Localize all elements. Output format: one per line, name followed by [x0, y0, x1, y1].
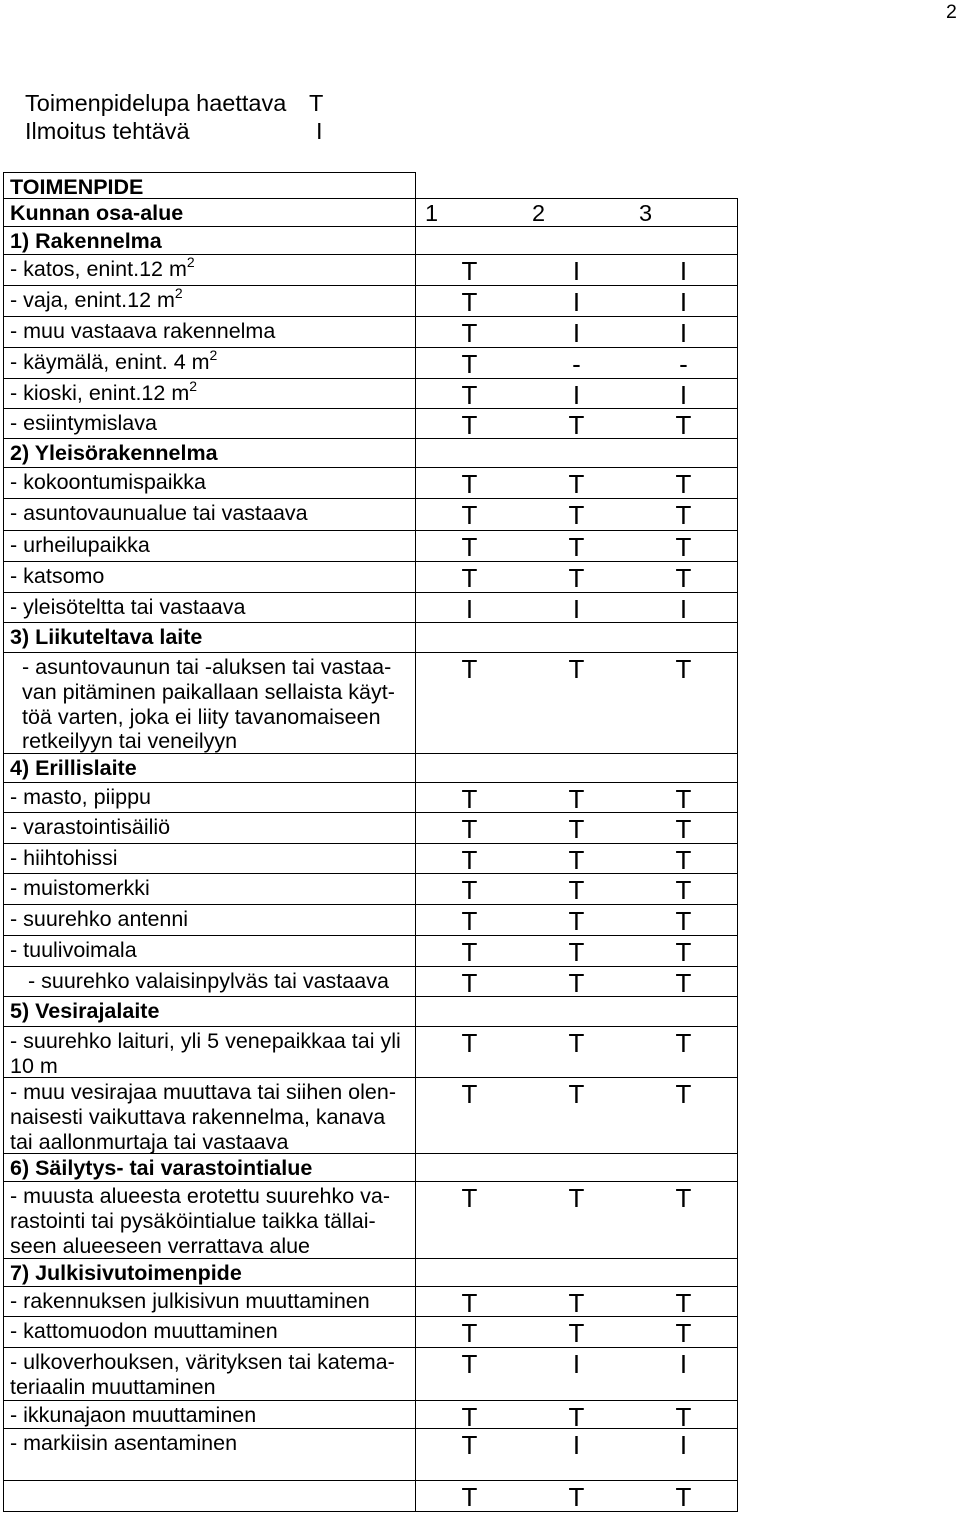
action-cell — [3, 226, 416, 254]
actions-table — [3, 172, 738, 1513]
action-label-line — [10, 1431, 415, 1456]
zone-values-cell — [416, 652, 738, 753]
zone-value: T — [675, 1028, 692, 1058]
zone-value: T — [675, 968, 692, 998]
zone-column-header: 3 — [639, 200, 653, 226]
zone-value: T — [568, 937, 585, 967]
table-row — [3, 347, 738, 378]
action-label-line — [10, 285, 415, 313]
action-label-line — [10, 1029, 415, 1054]
zone-values-cell — [416, 561, 738, 592]
table-row — [3, 966, 738, 996]
action-label: - ulkoverhouksen, värityksen tai katema- — [10, 1350, 395, 1374]
zone-value: T — [675, 532, 692, 562]
action-label: - muistomerkki — [10, 876, 150, 900]
table-row — [3, 1400, 738, 1432]
zone-value: T — [461, 256, 478, 286]
zone-value: T — [568, 500, 585, 530]
zone-value: I — [679, 318, 688, 348]
zone-value: T — [675, 410, 692, 440]
zone-value: T — [461, 1288, 478, 1318]
zone-value: I — [679, 380, 688, 410]
zone-value: T — [461, 1028, 478, 1058]
zone-value: T — [675, 654, 692, 684]
area-unit-superscript: 2 — [209, 347, 218, 363]
legend-text: Ilmoitus tehtävä — [25, 118, 190, 144]
zone-value: T — [675, 875, 692, 905]
table-row — [3, 1181, 738, 1258]
action-label: - urheilupaikka — [10, 533, 150, 557]
zone-value: T — [461, 845, 478, 875]
action-label: - muu vesirajaa muuttava tai siihen olen- — [10, 1080, 396, 1104]
action-label: - asuntovaunualue tai vastaava — [10, 501, 308, 525]
zone-value: I — [572, 256, 581, 286]
zone-values-cell — [416, 1026, 738, 1077]
zone-value: T — [461, 1482, 478, 1512]
action-label-line — [22, 655, 415, 680]
action-cell — [3, 996, 416, 1026]
table-title-row — [3, 172, 738, 198]
zone-values-cell — [416, 1347, 738, 1400]
table-row — [3, 1316, 738, 1347]
zone-values-cell — [416, 467, 738, 498]
table-row — [3, 935, 738, 966]
action-label-line — [10, 441, 415, 466]
zone-value: I — [572, 318, 581, 348]
zone-value: I — [679, 287, 688, 317]
action-label: - hiihtohissi — [10, 846, 118, 870]
zone-values-cell — [416, 592, 738, 622]
action-label-line — [10, 1156, 415, 1181]
action-cell — [3, 1347, 416, 1400]
zone-value: I — [572, 1430, 581, 1460]
zone-value: T — [461, 469, 478, 499]
action-label: - vaja, enint.12 m — [10, 288, 175, 312]
zone-values-cell — [416, 782, 738, 812]
table-title: TOIMENPIDE — [10, 175, 144, 199]
section-heading: 4) Erillislaite — [10, 756, 137, 780]
action-label-line — [10, 533, 415, 558]
action-cell — [3, 1258, 416, 1286]
action-cell — [3, 904, 416, 935]
action-cell — [3, 592, 416, 622]
action-label-line — [10, 756, 415, 781]
zone-value: T — [675, 1318, 692, 1348]
action-label: rastointi tai pysäköintialue taikka tällai- — [10, 1208, 376, 1233]
legend-text: Toimenpidelupa haettava — [25, 90, 287, 116]
zone-value: T — [461, 1402, 478, 1432]
table-row — [3, 467, 738, 498]
zone-values-cell — [416, 1480, 738, 1512]
action-cell — [3, 873, 416, 904]
zone-value: I — [572, 287, 581, 317]
action-label: - katos, enint.12 m — [10, 257, 187, 281]
action-label: - markiisin asentaminen — [10, 1431, 238, 1455]
zone-value: T — [568, 906, 585, 936]
action-label-line — [10, 201, 415, 226]
zone-value: T — [461, 563, 478, 593]
zone-value: T — [568, 814, 585, 844]
zone-value: I — [465, 594, 474, 624]
zone-values-cell — [416, 1286, 738, 1316]
section-heading: 3) Liikuteltava laite — [10, 625, 203, 649]
zone-values-cell — [416, 935, 738, 966]
action-cell — [3, 408, 416, 438]
action-cell — [3, 498, 416, 530]
action-cell — [3, 935, 416, 966]
zone-values-cell — [416, 1316, 738, 1347]
zone-value: T — [675, 500, 692, 530]
action-label: - rakennuksen julkisivun muuttaminen — [10, 1289, 370, 1313]
zone-value: T — [675, 1079, 692, 1109]
zone-value: T — [461, 814, 478, 844]
action-label-line — [10, 785, 415, 810]
zone-values-cell — [416, 226, 738, 254]
zone-value: T — [675, 1402, 692, 1432]
action-cell — [3, 1316, 416, 1347]
action-label-line — [10, 254, 415, 282]
zone-values-cell — [416, 812, 738, 843]
table-header-row — [3, 198, 738, 226]
action-cell — [3, 1286, 416, 1316]
action-label-line — [10, 378, 415, 406]
table-row — [3, 652, 738, 753]
action-cell — [3, 1181, 416, 1258]
zone-column-header: 1 — [425, 200, 439, 226]
action-label: - muusta alueesta erotettu suurehko va- — [10, 1184, 391, 1208]
section-heading-row — [3, 438, 738, 467]
section-heading: 2) Yleisörakennelma — [10, 441, 218, 465]
action-cell — [3, 782, 416, 812]
action-label-line — [10, 1130, 415, 1155]
action-label-line — [10, 411, 415, 436]
section-heading-row — [3, 1258, 738, 1286]
action-cell — [3, 530, 416, 561]
table-row — [3, 316, 738, 347]
zone-values-cell — [416, 316, 738, 347]
zone-values-cell — [416, 530, 738, 561]
zone-value: T — [568, 469, 585, 499]
zone-values-cell — [416, 966, 738, 996]
action-label-line — [10, 876, 415, 901]
action-cell — [3, 843, 416, 873]
action-label-line — [10, 1209, 415, 1234]
action-cell — [3, 438, 416, 467]
zone-value: T — [675, 1288, 692, 1318]
action-label: - muu vastaava rakennelma — [10, 319, 276, 343]
action-cell — [3, 378, 416, 408]
zone-value: T — [568, 875, 585, 905]
action-cell — [3, 1026, 416, 1077]
legend-line-notification — [25, 117, 345, 145]
action-label-line — [10, 1261, 415, 1286]
legend-line-permit — [25, 89, 345, 117]
legend-symbol: I — [316, 118, 323, 144]
zone-value: T — [568, 1183, 585, 1213]
zone-values-cell — [416, 198, 738, 226]
table-row — [3, 843, 738, 873]
zone-values-cell — [416, 1258, 738, 1286]
table-row — [3, 254, 738, 285]
action-label-line — [22, 705, 415, 730]
action-label: - kokoontumispaikka — [10, 470, 206, 494]
action-label-line — [10, 846, 415, 871]
zone-values-cell — [416, 285, 738, 316]
table-row — [3, 873, 738, 904]
table-row — [3, 1428, 738, 1480]
zone-value: T — [568, 654, 585, 684]
section-heading: 6) Säilytys- tai varastointialue — [10, 1156, 313, 1180]
action-cell — [3, 172, 416, 198]
action-label-line — [10, 1105, 415, 1130]
action-label: - masto, piippu — [10, 785, 152, 809]
action-cell — [3, 347, 416, 378]
page-number: 2 — [946, 1, 957, 23]
action-cell — [3, 254, 416, 285]
zone-value: T — [568, 563, 585, 593]
zone-values-cell — [416, 1400, 738, 1432]
table-row — [3, 592, 738, 622]
table-row — [3, 378, 738, 408]
action-label: - ikkunajaon muuttaminen — [10, 1403, 257, 1427]
action-label: 10 m — [10, 1053, 58, 1078]
zone-value: T — [461, 1079, 478, 1109]
action-label-line — [10, 1234, 415, 1259]
table-row — [3, 1347, 738, 1400]
zone-value: T — [461, 906, 478, 936]
zone-value: T — [568, 1288, 585, 1318]
zone-value: T — [568, 968, 585, 998]
zone-values-cell — [416, 1077, 738, 1153]
zone-value: T — [461, 937, 478, 967]
action-cell — [3, 652, 416, 753]
zone-value: I — [572, 1349, 581, 1379]
zone-value: I — [679, 1349, 688, 1379]
table-row — [3, 904, 738, 935]
area-unit-superscript: 2 — [186, 254, 195, 270]
table-row — [3, 498, 738, 530]
area-unit-superscript: 2 — [189, 378, 198, 394]
action-cell — [3, 467, 416, 498]
action-label-line — [10, 625, 415, 650]
zone-value: T — [461, 968, 478, 998]
zone-value: T — [461, 1318, 478, 1348]
action-label-line — [28, 969, 415, 994]
table-row — [3, 1026, 738, 1077]
action-label-line — [10, 347, 415, 375]
zone-values-cell — [416, 1181, 738, 1258]
zone-value: T — [461, 875, 478, 905]
action-cell — [3, 1400, 416, 1428]
action-label: - varastointisäiliö — [10, 815, 171, 839]
action-cell — [3, 198, 416, 226]
section-heading-row — [3, 996, 738, 1026]
action-label: seen alueeseen verrattava alue — [10, 1233, 311, 1258]
action-label-line — [10, 319, 415, 344]
zone-value: T — [675, 845, 692, 875]
action-label-line — [10, 175, 415, 200]
zone-values-cell — [416, 498, 738, 530]
zone-values-cell — [416, 408, 738, 438]
zone-value: T — [675, 1183, 692, 1213]
action-cell — [3, 753, 416, 782]
action-cell — [3, 316, 416, 347]
action-label: - tuulivoimala — [10, 938, 137, 962]
action-label: töä varten, joka ei liity tavanomaiseen — [22, 704, 381, 729]
legend-symbol: T — [309, 90, 324, 116]
zone-value: T — [461, 532, 478, 562]
section-heading: 5) Vesirajalaite — [10, 999, 160, 1023]
action-label: retkeilyyn tai veneilyyn — [22, 729, 238, 754]
action-label-line — [10, 501, 415, 526]
action-cell — [3, 285, 416, 316]
action-label-line — [10, 1080, 415, 1105]
zone-value: T — [461, 1430, 478, 1460]
action-label: - asuntovaunun tai -aluksen tai vastaa- — [22, 655, 392, 679]
zone-value: T — [461, 654, 478, 684]
zone-value: T — [675, 814, 692, 844]
zone-value: T — [675, 1482, 692, 1512]
action-cell — [3, 1153, 416, 1181]
zone-values-cell — [416, 438, 738, 467]
column-header-label: Kunnan osa-alue — [10, 201, 184, 225]
table-row — [3, 1286, 738, 1316]
table-row — [3, 561, 738, 592]
zone-values-cell — [416, 622, 738, 652]
zone-values-cell — [416, 254, 738, 285]
action-label: naisesti vaikuttava rakennelma, kanava — [10, 1104, 386, 1129]
zone-value: I — [679, 594, 688, 624]
zone-values-cell — [416, 904, 738, 935]
zone-value: T — [461, 784, 478, 814]
zone-value: I — [679, 256, 688, 286]
zone-values-cell — [416, 873, 738, 904]
action-label-line — [10, 1350, 415, 1375]
zone-value: T — [568, 1402, 585, 1432]
zone-values-cell — [416, 843, 738, 873]
action-label: - esiintymislava — [10, 411, 157, 435]
action-label: - käymälä, enint. 4 m — [10, 350, 210, 374]
section-heading-row — [3, 226, 738, 254]
action-label: - kattomuodon muuttaminen — [10, 1319, 278, 1343]
zone-value: T — [568, 532, 585, 562]
zone-value: T — [461, 349, 478, 379]
action-label-line — [10, 229, 415, 254]
action-label: - yleisöteltta tai vastaava — [10, 595, 246, 619]
action-label-line — [10, 1289, 415, 1314]
zone-value: - — [679, 349, 688, 379]
action-label-line — [10, 1375, 415, 1400]
action-label-line — [22, 680, 415, 705]
action-cell — [3, 966, 416, 996]
table-row — [3, 782, 738, 812]
action-label: - suurehko laituri, yli 5 venepaikkaa tai yli — [10, 1029, 401, 1053]
action-label: - kioski, enint.12 m — [10, 381, 190, 405]
action-label: tai aallonmurtaja tai vastaava — [10, 1129, 289, 1154]
section-heading-row — [3, 753, 738, 782]
zone-value: T — [461, 1349, 478, 1379]
table-row — [3, 285, 738, 316]
zone-value: T — [568, 784, 585, 814]
zone-value: T — [461, 318, 478, 348]
section-heading: 1) Rakennelma — [10, 229, 162, 253]
action-label-line — [22, 729, 415, 754]
zone-column-header: 2 — [532, 200, 546, 226]
action-label-line — [10, 1184, 415, 1209]
action-cell — [3, 561, 416, 592]
table-row — [3, 812, 738, 843]
zone-value: I — [572, 594, 581, 624]
zone-values-cell — [416, 753, 738, 782]
zone-value: T — [675, 563, 692, 593]
zone-value: T — [568, 1028, 585, 1058]
action-cell — [3, 812, 416, 843]
action-label-line — [10, 999, 415, 1024]
table-row — [3, 530, 738, 561]
action-cell — [3, 622, 416, 652]
zone-value: T — [675, 906, 692, 936]
section-heading-row — [3, 622, 738, 652]
zone-value: T — [461, 380, 478, 410]
zone-value: T — [461, 410, 478, 440]
zone-value: T — [675, 469, 692, 499]
zone-value: T — [568, 1318, 585, 1348]
action-cell — [3, 1480, 416, 1512]
action-label-line — [10, 470, 415, 495]
zone-value: T — [675, 784, 692, 814]
table-row — [3, 1480, 738, 1512]
table-row — [3, 1077, 738, 1153]
zone-value: T — [461, 1183, 478, 1213]
action-label: - katsomo — [10, 564, 105, 588]
zone-values-cell — [416, 378, 738, 408]
action-label: - suurehko valaisinpylväs tai vastaava — [28, 969, 389, 993]
zone-value: T — [461, 287, 478, 317]
action-label: - suurehko antenni — [10, 907, 189, 931]
area-unit-superscript: 2 — [174, 285, 183, 301]
action-label-line — [10, 1054, 415, 1079]
zone-value: T — [461, 500, 478, 530]
zone-value: T — [568, 1079, 585, 1109]
zone-value: T — [568, 845, 585, 875]
zone-values-cell — [416, 996, 738, 1026]
zone-value: I — [572, 380, 581, 410]
action-label-line — [10, 938, 415, 963]
action-label: teriaalin muuttaminen — [10, 1374, 216, 1399]
action-label-line — [10, 1319, 415, 1344]
zone-value: I — [679, 1430, 688, 1460]
section-heading-row — [3, 1153, 738, 1181]
action-label-line — [10, 1403, 415, 1428]
action-cell — [3, 1077, 416, 1153]
zone-value: T — [568, 410, 585, 440]
action-label: van pitäminen paikallaan sellaista käyt- — [22, 679, 395, 704]
zone-values-cell — [416, 1428, 738, 1480]
action-label-line — [10, 595, 415, 620]
action-label-line — [10, 564, 415, 589]
section-heading: 7) Julkisivutoimenpide — [10, 1261, 242, 1285]
zone-value: - — [572, 349, 581, 379]
action-label-line — [10, 815, 415, 840]
action-cell — [3, 1428, 416, 1480]
zone-values-cell — [416, 347, 738, 378]
action-label-line — [10, 907, 415, 932]
table-row — [3, 408, 738, 438]
zone-values-cell — [416, 1153, 738, 1181]
zone-value: T — [568, 1482, 585, 1512]
zone-value: T — [675, 937, 692, 967]
